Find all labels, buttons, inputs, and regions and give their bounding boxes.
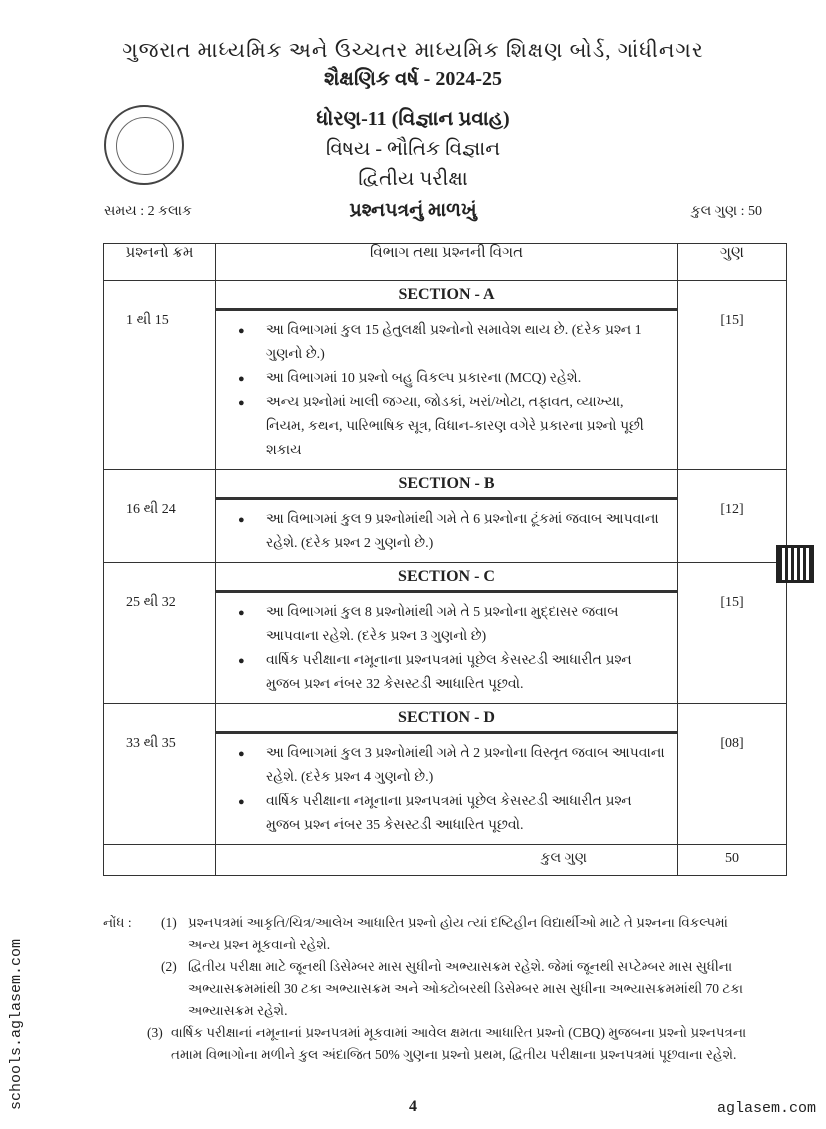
list-item: ● આ વિભાગમાં કુલ 3 પ્રશ્નોમાંથી ગમે તે 2 પ્રશ્નોના વિસ્તૃત જવાબ આપવાના રહેશે. (દરેક પ્રશ્ન 4 ગુણનો છે.) xyxy=(238,742,665,790)
section-details xyxy=(216,704,678,845)
table-row xyxy=(104,281,787,470)
academic-year: શૈક્ષણિક વર્ષ - 2024-25 xyxy=(324,68,502,90)
table-row xyxy=(104,704,787,845)
note-item: (1) પ્રશ્નપત્રમાં આકૃતિ/ચિત્ર/આલેખ આધારિત પ્રશ્નો હોય ત્યાં દષ્ટિહીન વિદ્યાર્થીઓ માટે તે પ્રશ્નના વિકલ્પમાં અન્ય પ્રશ્ન મૂકવાનો રહેશે. xyxy=(161,915,728,952)
standard: ધોરણ-11 (વિજ્ઞાન પ્રવાહ) xyxy=(316,108,510,130)
list-item: ● આ વિભાગમાં કુલ 9 પ્રશ્નોમાંથી ગમે તે 6 પ્રશ્નોના ટૂંકમાં જવાબ આપવાના રહેશે. (દરેક પ્રશ્ન 2 ગુણનો છે.) xyxy=(238,508,665,556)
section-details xyxy=(216,470,678,563)
table-row xyxy=(104,470,787,563)
section-details xyxy=(216,281,678,470)
list-item: ● આ વિભાગમાં 10 પ્રશ્નો બહુ વિકલ્પ પ્રકારના (MCQ) રહેશે. xyxy=(238,367,665,391)
list-item: ● વાર્ષિક પરીક્ષાના નમૂનાના પ્રશ્નપત્રમાં પૂછેલ કેસસ્ટડી આધારીત પ્રશ્ન મુજબ પ્રશ્ન નંબર 32 કેસસ્ટડી આધારિત પૂછવો. xyxy=(238,649,665,697)
section-marks: [15] xyxy=(678,281,787,470)
note-item: (3) વાર્ષિક પરીક્ષાનાં નમૂનાનાં પ્રશ્નપત્રમાં મૂકવામાં આવેલ ક્ષમતા આધારિત પ્રશ્નો (CBQ) મુજબના પ્રશ્નો પ્રશ્નપત્રના તમામ વિભાગોના મળીને કુલ અંદાજિત 50% ગુણના પ્રશ્નો પ્રથમ, દ્વિતીય પરીક્ષાના પ્રશ્નપત્રમાં પૂછવાના રહેશે. xyxy=(147,1025,747,1062)
col-details: વિભાગ તથા પ્રશ્નની વિગત xyxy=(216,244,678,281)
col-question-no: પ્રશ્નનો ક્રમ xyxy=(104,244,216,281)
qr-code-icon xyxy=(776,545,814,583)
question-range: 33 થી 35 xyxy=(104,704,216,845)
time-duration: સમય : 2 કલાક xyxy=(104,204,192,219)
watermark: aglasem.com xyxy=(716,1100,816,1117)
board-name: ગુજરાત માધ્યમિક અને ઉચ્ચતર માધ્યમિક શિક્ષણ બોર્ડ, ગાંધીનગર xyxy=(122,38,704,62)
section-marks: [15] xyxy=(678,563,787,704)
section-marks: [12] xyxy=(678,470,787,563)
section-title: SECTION - A xyxy=(216,281,677,311)
page-number: 4 xyxy=(409,1098,417,1115)
section-details xyxy=(216,563,678,704)
subject: વિષય - ભૌતિક વિજ્ઞાન xyxy=(325,138,501,160)
section-title: SECTION - D xyxy=(216,704,677,734)
table-header-row xyxy=(104,244,787,281)
col-marks: ગુણ xyxy=(678,244,787,281)
list-item: ● અન્ય પ્રશ્નોમાં ખાલી જગ્યા, જોડકાં, ખરાં/ખોટા, તફાવત, વ્યાખ્યા, નિયમ, કથન, પારિભાષિક સૂત્ર, વિધાન-કારણ વગેરે પ્રકારના પ્રશ્નો પૂછી શકાય xyxy=(238,391,665,463)
list-item: ● આ વિભાગમાં કુલ 8 પ્રશ્નોમાંથી ગમે તે 5 પ્રશ્નોના મુદ્દાસર જવાબ આપવાના રહેશે. (દરેક પ્રશ્ન 3 ગુણનો છે) xyxy=(238,601,665,649)
blueprint-table xyxy=(103,243,787,876)
section-title: SECTION - B xyxy=(216,470,677,500)
total-value: 50 xyxy=(678,845,787,876)
exam-name: દ્વિતીય પરીક્ષા xyxy=(358,168,468,190)
table-row xyxy=(104,563,787,704)
side-watermark: schools.aglasem.com xyxy=(8,938,25,1110)
total-marks: કુલ ગુણ : 50 xyxy=(690,204,762,219)
list-item: ● વાર્ષિક પરીક્ષાના નમૂનાના પ્રશ્નપત્રમાં પૂછેલ કેસસ્ટડી આધારીત પ્રશ્ન મુજબ પ્રશ્ન નંબર 35 કેસસ્ટડી આધારિત પૂછવો. xyxy=(238,790,665,838)
question-range: 25 થી 32 xyxy=(104,563,216,704)
total-label: કુલ ગુણ xyxy=(216,845,678,876)
notes xyxy=(103,912,763,1066)
list-item: ● આ વિભાગમાં કુલ 15 હેતુલક્ષી પ્રશ્નોનો સમાવેશ થાય છે. (દરેક પ્રશ્ન 1 ગુણનો છે.) xyxy=(238,319,665,367)
question-range: 16 થી 24 xyxy=(104,470,216,563)
section-title: SECTION - C xyxy=(216,563,677,593)
notes-label: નોંધ : xyxy=(103,915,132,930)
total-row xyxy=(104,845,787,876)
page-title: પ્રશ્નપત્રનું માળખું xyxy=(349,200,477,221)
note-item: (2) દ્વિતીય પરીક્ષા માટે જૂનથી ડિસેમ્બર માસ સુધીનો અભ્યાસક્રમ રહેશે. જેમાં જૂનથી સપ્ટેમ્બર માસ સુધીના અભ્યાસક્રમમાંથી 30 ટકા અભ્યાસક્રમ અને ઓક્ટોબરથી ડિસેમ્બર માસ સુધીના અભ્યાસક્રમમાંથી 70 ટકા અભ્યાસક્રમ રહેશે. xyxy=(161,959,744,1018)
section-marks: [08] xyxy=(678,704,787,845)
question-range: 1 થી 15 xyxy=(104,281,216,470)
